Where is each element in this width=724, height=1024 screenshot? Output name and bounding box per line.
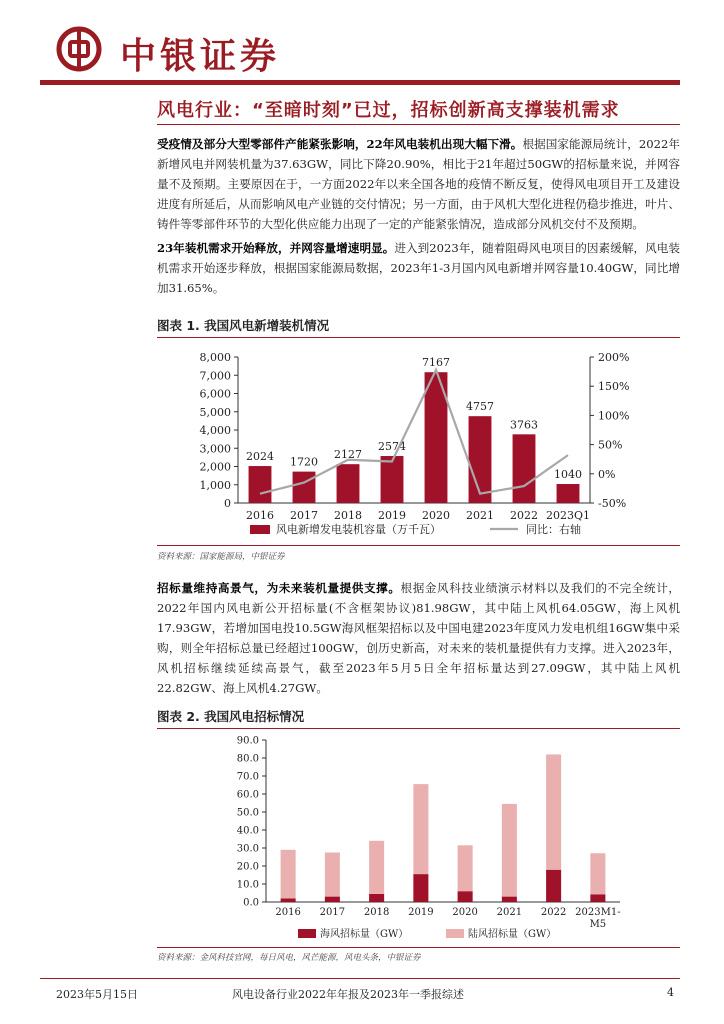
chart-2-y-tick-label: 20.0 [236,861,259,873]
chart-1-data-label: 2024 [246,450,274,464]
chart-1-y-tick-label: 2,000 [199,460,231,474]
figure-1-title: 图表 1. 我国风电新增装机情况 [157,318,330,333]
chart-2-x-tick-label: 2021 [496,907,523,918]
chart-1-x-tick-label: 2018 [334,509,362,522]
chart-1-y-tick-label: 1,000 [199,478,231,492]
chart-1-bar [249,466,272,503]
chart-2-bar-offshore [369,894,384,902]
footer-rule [40,978,680,979]
chart-2-bar-offshore [325,897,340,902]
chart-2-x-tick-label: 2019 [408,907,434,918]
chart-2-bar-offshore [546,870,561,902]
chart-1-x-tick-label: 2016 [246,509,274,522]
figure-2-source: 资料来源：金风科技官网，每日风电，风芒能源，风电头条，中银证券 [157,953,421,963]
chart-2-x-tick-label: 2018 [363,907,390,918]
chart-2-bar-offshore [458,891,473,902]
title-rule [157,124,680,125]
figure-1-rule [157,337,680,338]
chart-1-bar [293,472,316,503]
chart-2-bar-onshore [458,845,473,891]
chart-2-legend-onshore-label: 陆风招标量（GW） [468,929,557,940]
chart-2-bar-onshore [281,850,296,899]
paragraph-3-body: 根据金风科技业绩演示材料以及我们的不完全统计，2022年国内风电新公开招标量(不含框架协议)81.98GW，其中陆上风机64.05GW，海上风机17.93GW，若增加国电投10.5GW海风框架招标以及中国电建2023年度风力发电机组16GW集中采购，则全年招标总量已经超过100GW，创历史新高，对未来的装机量提供有力支撑。进入2023年，风机招标继续延续高景气，截至2023年5月5日全年招标量达到27.09GW，其中陆上风机22.82GW、海上风机4.27GW。 [157,581,680,695]
chart-1-y2-tick-label: -50% [598,497,627,510]
chart-2-y-tick-label: 80.0 [236,753,259,765]
chart-2-bar-onshore [413,784,428,874]
figure-2-rule [157,728,680,729]
chart-2-x-tick-label: 2017 [319,907,346,918]
figure-2-title: 图表 2. 我国风电招标情况 [157,709,305,724]
chart-1-x-tick-label: 2020 [422,509,450,522]
chart-1-y2-tick-label: 50% [598,438,623,452]
chart-1-bar [381,456,404,503]
chart-1-y-tick-label: 7,000 [199,369,231,383]
footer-doc-title: 风电设备行业2022年年报及2023年一季报综述 [232,988,464,1001]
chart-2-bar-offshore [502,897,517,902]
chart-2-x-tick-label: 2022 [540,907,567,918]
chart-2-y-tick-label: 90.0 [236,735,259,747]
paragraph-3 [157,578,680,698]
chart-1-y-tick-label: 6,000 [199,387,231,401]
paragraph-2-body: 进入到2023年，随着阻碍风电项目的因素缓解，风电装机需求开始逐步释放，根据国家能源局数据，2023年1-3月国内风电新增并网容量10.40GW，同比增加31.65%。 [157,241,680,295]
brand-name: 中银证券 [120,36,281,77]
figure-1-source: 资料来源：国家能源局，中银证券 [157,552,285,562]
paragraph-2 [157,238,680,298]
chart-1-data-label: 4757 [466,400,494,414]
chart-2 [210,730,630,945]
chart-2-x-tick-label: 2020 [452,907,478,918]
figure-2-bottom-rule [157,947,680,948]
chart-1-y-tick-label: 4,000 [199,424,231,437]
chart-1-y-tick-label: 3,000 [199,442,231,456]
chart-1-y-tick-label: 8,000 [199,351,231,364]
chart-1-x-tick-label: 2023Q1 [545,509,591,522]
chart-2-y-tick-label: 10.0 [236,879,259,891]
chart-2-bar-onshore [325,853,340,897]
chart-2-x-tick-label-line2: M5 [589,919,607,930]
chart-1-bar [469,416,492,503]
paragraph-1-body: 根据国家能源局统计，2022年新增风电并网装机量为37.63GW，同比下降20.90%，相比于21年超过50GW的招标量来说，并网容量不及预期。主要原因在于，一方面2022年以来全国各地的疫情不断反复，使得风电项目开工及建设进度有所延后，从而影响风电产业链的交付情况；另一方面，由于风机大型化进程仍稳步推进，叶片、铸件等零部件环节的大型化供应能力出现了一定的产能紧张情况，造成部分风机交付不及预期。 [157,137,680,231]
header-rule [40,80,680,85]
chart-1-x-tick-label: 2021 [466,509,494,522]
chart-2-bar-offshore [413,874,428,902]
chart-1-data-label: 7167 [422,356,450,370]
chart-1-data-label: 1720 [290,455,318,469]
footer-date: 2023年5月15日 [56,988,138,1001]
chart-2-y-tick-label: 30.0 [236,843,259,855]
chart-1-bar [513,434,536,503]
chart-1-y-tick-label: 0 [224,497,231,510]
paragraph-1-lead: 受疫情及部分大型零部件产能紧张影响，22年风电装机出现大幅下滑。 [157,137,523,151]
chart-2-legend-offshore-label: 海风招标量（GW） [320,929,409,940]
chart-1 [190,345,650,545]
chart-1-legend-bar-label: 风电新增发电装机容量（万千瓦） [276,523,441,536]
paragraph-2-lead: 23年装机需求开始释放，并网容量增速明显。 [157,241,395,255]
chart-1-x-tick-label: 2019 [378,509,406,522]
bank-logo-icon [56,26,102,72]
chart-2-bar-onshore [546,754,561,869]
chart-2-y-tick-label: 0.0 [243,897,259,909]
chart-2-bar-onshore [502,804,517,897]
chart-1-bar [337,464,360,503]
chart-1-y2-tick-label: 0% [598,467,616,481]
chart-1-bar [557,484,580,503]
chart-1-y2-tick-label: 100% [598,409,630,423]
paragraph-3-lead: 招标量维持高景气，为未来装机量提供支撑。 [157,581,401,595]
chart-2-x-tick-label: 2016 [275,907,301,918]
chart-1-y2-tick-label: 150% [598,380,630,394]
chart-2-legend-offshore-swatch [298,929,316,938]
chart-1-x-tick-label: 2022 [510,509,538,522]
chart-1-y-tick-label: 5,000 [199,405,231,419]
chart-1-data-label: 2574 [378,440,406,454]
chart-1-legend-line-label: 同比：右轴 [526,523,581,536]
figure-1-bottom-rule [157,545,680,546]
chart-2-y-tick-label: 50.0 [236,807,259,819]
chart-1-y2-tick-label: 200% [598,351,630,364]
chart-2-legend-onshore-swatch [446,929,464,938]
chart-2-y-tick-label: 60.0 [236,789,259,801]
chart-1-data-label: 2127 [334,448,362,462]
chart-2-y-tick-label: 40.0 [236,825,259,837]
chart-2-bar-onshore [369,841,384,894]
footer-page-number: 4 [667,986,674,999]
section-title: 风电行业：“至暗时刻”已过，招标创新高支撑装机需求 [157,100,620,121]
chart-2-x-tick-label-line1: 2023M1- [575,907,621,918]
paragraph-1 [157,134,680,234]
chart-1-legend-bar-swatch [250,525,270,534]
chart-2-bar-offshore [590,894,605,902]
chart-2-y-tick-label: 70.0 [236,771,259,783]
chart-2-bar-offshore [281,898,296,902]
chart-1-x-tick-label: 2017 [290,509,318,522]
chart-2-bar-onshore [590,853,605,894]
chart-1-data-label: 3763 [510,418,538,432]
chart-1-data-label: 1040 [554,468,582,482]
